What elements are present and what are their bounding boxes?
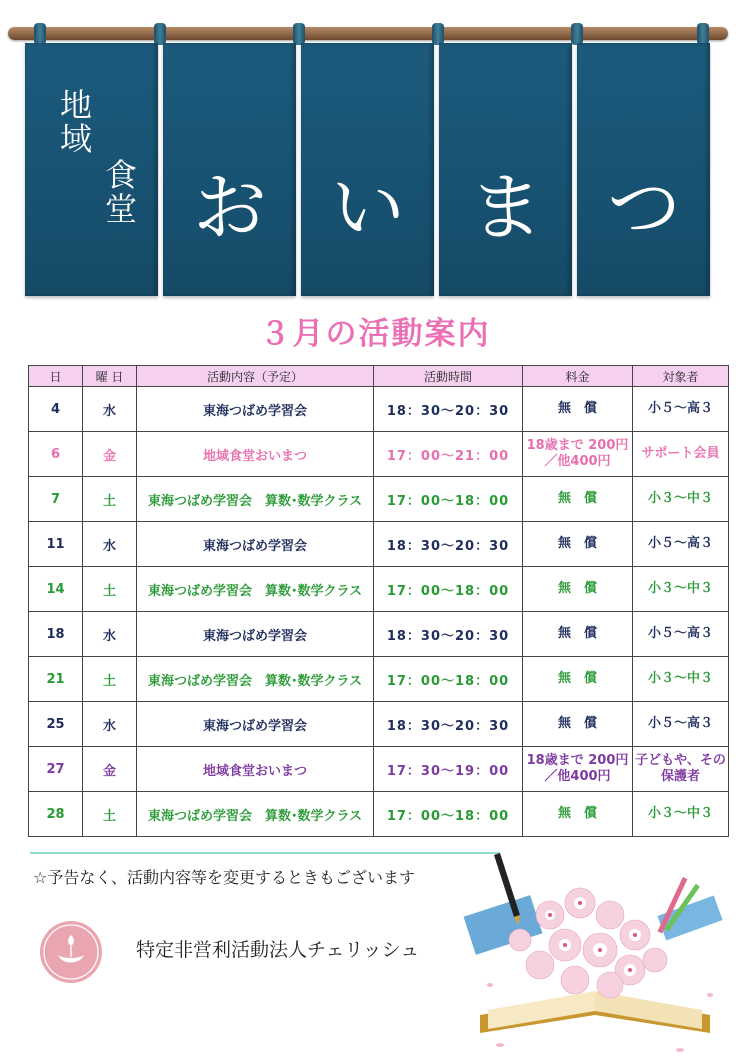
table-row	[29, 702, 729, 747]
cell-target: 小３〜中３	[633, 657, 729, 702]
noren-char-o: お	[193, 165, 267, 251]
curtain-hook	[154, 23, 166, 45]
cell-activity: 東海つばめ学習会	[137, 612, 374, 657]
curtain-hook	[293, 23, 305, 45]
cell-target: 小５〜高３	[633, 612, 729, 657]
cell-weekday: 水	[83, 702, 137, 747]
curtain-hook	[571, 23, 583, 45]
cell-time: 18：30〜20：30	[374, 387, 523, 432]
cell-fee: 無 償	[523, 612, 633, 657]
table-row	[29, 657, 729, 702]
cell-time: 17：30〜19：00	[374, 747, 523, 792]
cell-time: 18：30〜20：30	[374, 612, 523, 657]
cell-fee: 無 償	[523, 387, 633, 432]
noren-char-tsu: つ	[607, 165, 681, 251]
table-row	[29, 522, 729, 567]
curtain-panel	[25, 43, 158, 296]
header-time: 活動時間	[374, 366, 523, 387]
cell-fee: 無 償	[523, 702, 633, 747]
table-row	[29, 387, 729, 432]
cell-activity: 東海つばめ学習会 算数･数学クラス	[137, 477, 374, 522]
noren-char-i: い	[331, 165, 405, 251]
cell-time: 17：00〜18：00	[374, 657, 523, 702]
cell-activity: 東海つばめ学習会	[137, 387, 374, 432]
cell-weekday: 土	[83, 567, 137, 612]
cell-weekday: 土	[83, 657, 137, 702]
cherish-logo	[40, 921, 102, 983]
cell-target: 小３〜中３	[633, 567, 729, 612]
cell-weekday: 金	[83, 747, 137, 792]
cell-fee: 無 償	[523, 477, 633, 522]
cell-time: 17：00〜18：00	[374, 567, 523, 612]
cell-day: 25	[29, 702, 83, 747]
cell-weekday: 水	[83, 522, 137, 567]
notice-text: ☆予告なく、活動内容等を変更するときもございます	[33, 868, 416, 887]
cell-fee: 無 償	[523, 567, 633, 612]
cell-target: 小５〜高３	[633, 522, 729, 567]
table-row	[29, 792, 729, 837]
cell-time: 18：30〜20：30	[374, 702, 523, 747]
header-target: 対象者	[633, 366, 729, 387]
noren-text-chiiki: 地域	[55, 88, 93, 156]
curtain-hook	[432, 23, 444, 45]
cell-weekday: 水	[83, 612, 137, 657]
cell-fee: 18歳まで 200円／他400円	[523, 747, 633, 792]
cell-fee: 無 償	[523, 522, 633, 567]
cell-activity: 東海つばめ学習会 算数･数学クラス	[137, 567, 374, 612]
header-weekday: 曜 日	[83, 366, 137, 387]
organization-name: 特定非営利活動法人チェリッシュ	[136, 939, 420, 961]
cell-weekday: 土	[83, 477, 137, 522]
table-header-row	[29, 366, 729, 387]
cell-day: 14	[29, 567, 83, 612]
note-divider	[30, 852, 500, 854]
cell-fee: 無 償	[523, 792, 633, 837]
cell-weekday: 土	[83, 792, 137, 837]
cell-time: 17：00〜18：00	[374, 792, 523, 837]
header-day: 日	[29, 366, 83, 387]
cell-activity: 東海つばめ学習会	[137, 522, 374, 567]
noren-char-ma: ま	[469, 165, 543, 251]
cell-weekday: 金	[83, 432, 137, 477]
cell-weekday: 水	[83, 387, 137, 432]
cell-target: 小３〜中３	[633, 477, 729, 522]
cell-day: 11	[29, 522, 83, 567]
cell-activity: 東海つばめ学習会 算数･数学クラス	[137, 792, 374, 837]
cell-day: 6	[29, 432, 83, 477]
header-fee: 料金	[523, 366, 633, 387]
cell-fee: 無 償	[523, 657, 633, 702]
cell-day: 28	[29, 792, 83, 837]
table-row	[29, 612, 729, 657]
cell-activity: 東海つばめ学習会	[137, 702, 374, 747]
cell-target: 小５〜高３	[633, 387, 729, 432]
cell-target: 小３〜中３	[633, 792, 729, 837]
cell-time: 17：00〜18：00	[374, 477, 523, 522]
table-row	[29, 477, 729, 522]
table-row	[29, 747, 729, 792]
curtain-hook	[697, 23, 709, 45]
cell-day: 4	[29, 387, 83, 432]
cell-activity: 東海つばめ学習会 算数･数学クラス	[137, 657, 374, 702]
table-row	[29, 567, 729, 612]
cell-time: 18：30〜20：30	[374, 522, 523, 567]
header-content: 活動内容（予定）	[137, 366, 374, 387]
noren-text-shokudo: 食堂	[100, 158, 138, 226]
cell-activity: 地域食堂おいまつ	[137, 432, 374, 477]
cell-day: 7	[29, 477, 83, 522]
page-title: ３月の活動案内	[259, 316, 491, 352]
curtain-hook	[34, 23, 46, 45]
cell-target: 小５〜高３	[633, 702, 729, 747]
cell-time: 17：00〜21：00	[374, 432, 523, 477]
cell-day: 18	[29, 612, 83, 657]
cell-day: 27	[29, 747, 83, 792]
curtain-rod	[8, 27, 728, 40]
cell-activity: 地域食堂おいまつ	[137, 747, 374, 792]
table-row	[29, 432, 729, 477]
cell-fee: 18歳まで 200円／他400円	[523, 432, 633, 477]
cell-target: サポート会員	[633, 432, 729, 477]
cell-target: 子どもや、その保護者	[633, 747, 729, 792]
cell-day: 21	[29, 657, 83, 702]
schedule-table	[28, 365, 729, 837]
book-flowers-illustration	[460, 845, 730, 1064]
